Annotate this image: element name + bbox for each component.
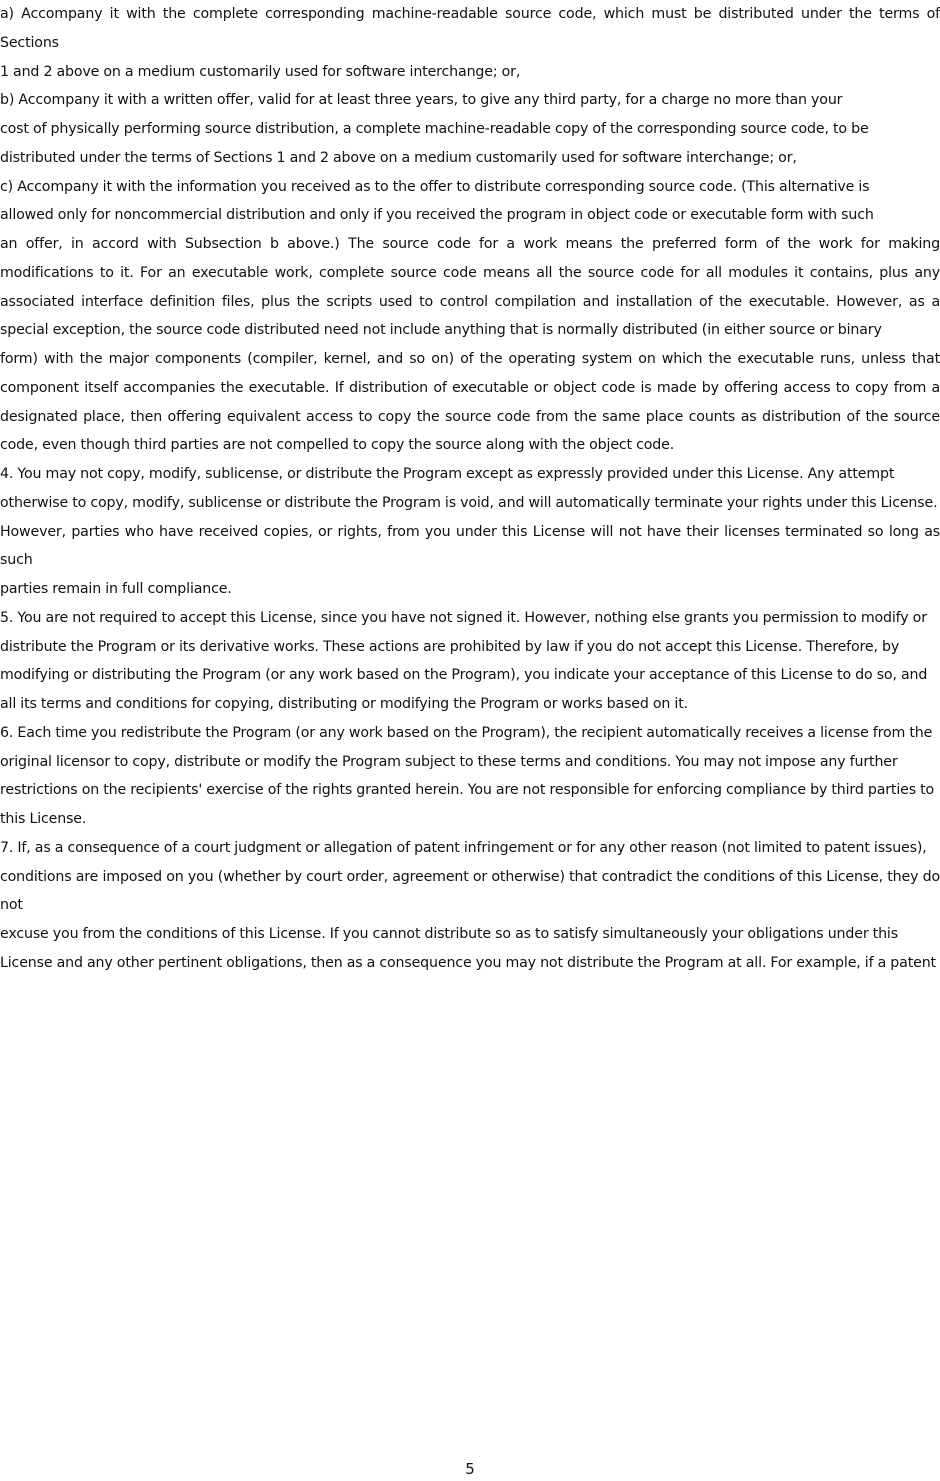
paragraph-section-5-4: all its terms and conditions for copying, distributing or modifying the Program or works based on it. [0, 696, 688, 712]
paragraph-section-7-4: License and any other pertinent obligations, then as a consequence you may not distribute the Program at all. For example, if a patent [0, 954, 936, 971]
paragraph-offer-a-1: a) Accompany it with the complete corresponding machine-readable source code, which must be distributed under the terms of Sections [0, 6, 940, 51]
page-number: 5 [465, 1460, 475, 1478]
paragraph-offer-c-1: c) Accompany it with the information you received as to the offer to distribute corresponding source code. (This alternative is [0, 178, 870, 195]
paragraph-offer-b-2: cost of physically performing source distribution, a complete machine-readable copy of the corresponding source code, to be [0, 121, 869, 137]
paragraph-offer-b-1: b) Accompany it with a written offer, valid for at least three years, to give any third party, for a charge no more than your [0, 92, 843, 109]
paragraph-section-5-1: 5. You are not required to accept this License, since you have not signed it. However, nothing else grants you permission to modify or [0, 609, 927, 626]
paragraph-section-6-1: 6. Each time you redistribute the Program (or any work based on the Program), the recipient automatically receives a license from the [0, 724, 933, 741]
paragraph-section-6-3: restrictions on the recipients' exercise of the rights granted herein. You are not responsible for enforcing compliance by third parties to [0, 782, 935, 799]
paragraph-section-7-1: 7. If, as a consequence of a court judgment or allegation of patent infringement or for any other reason (not limited to patent issues), [0, 839, 927, 856]
paragraph-source-code-exception: form) with the major components (compiler, kernel, and so on) of the operating system on which the executable runs, unless that component itself accompanies the executable. If distribution of executable or object code is made by offering access to copy from a designated place, then offering equivalent access to copy the source code from the same place counts as distribution of the source code, even though third parties are not compelled to copy the source along with the object code. [0, 351, 940, 454]
paragraph-source-code-definition: an offer, in accord with Subsection b above.) The source code for a work means the preferred form of the work for making modifications to it. For an executable work, complete source code means all the source code for all modules it contains, plus any associated interface definition files, plus the scripts used to control compilation and installation of the executable. However, as a special exception, the source code distributed need not include anything that is normally distributed (in either source or binary [0, 236, 940, 339]
paragraph-offer-c-2: allowed only for noncommercial distribution and only if you received the program in object code or executable form with such [0, 207, 874, 224]
paragraph-section-4-1: 4. You may not copy, modify, sublicense, or distribute the Program except as expressly provided under this License. Any attempt [0, 466, 895, 482]
paragraph-section-6-2: original licensor to copy, distribute or modify the Program subject to these terms and conditions. You may not impose any further [0, 753, 898, 770]
paragraph-section-4-3: However, parties who have received copies, or rights, from you under this License will not have their licenses terminated so long as such [0, 523, 940, 569]
paragraph-offer-b-3: distributed under the terms of Sections 1 and 2 above on a medium customarily used for software interchange; or, [0, 149, 797, 166]
paragraph-section-6-4: this License. [0, 811, 87, 827]
paragraph-offer-a-2: 1 and 2 above on a medium customarily used for software interchange; or, [0, 63, 521, 80]
paragraph-section-7-2: conditions are imposed on you (whether by court order, agreement or otherwise) that contradict the conditions of this License, they do not [0, 868, 940, 914]
paragraph-section-4-4: parties remain in full compliance. [0, 581, 232, 597]
paragraph-section-4-2: otherwise to copy, modify, sublicense or distribute the Program is void, and will automatically terminate your rights under this License. [0, 494, 938, 511]
paragraph-section-5-3: modifying or distributing the Program (or any work based on the Program), you indicate your acceptance of this License to do so, and [0, 667, 928, 684]
paragraph-section-5-2: distribute the Program or its derivative works. These actions are prohibited by law if you do not accept this License. Therefore, by [0, 638, 900, 655]
paragraph-section-7-3: excuse you from the conditions of this License. If you cannot distribute so as to satisfy simultaneously your obligations under this [0, 926, 898, 942]
